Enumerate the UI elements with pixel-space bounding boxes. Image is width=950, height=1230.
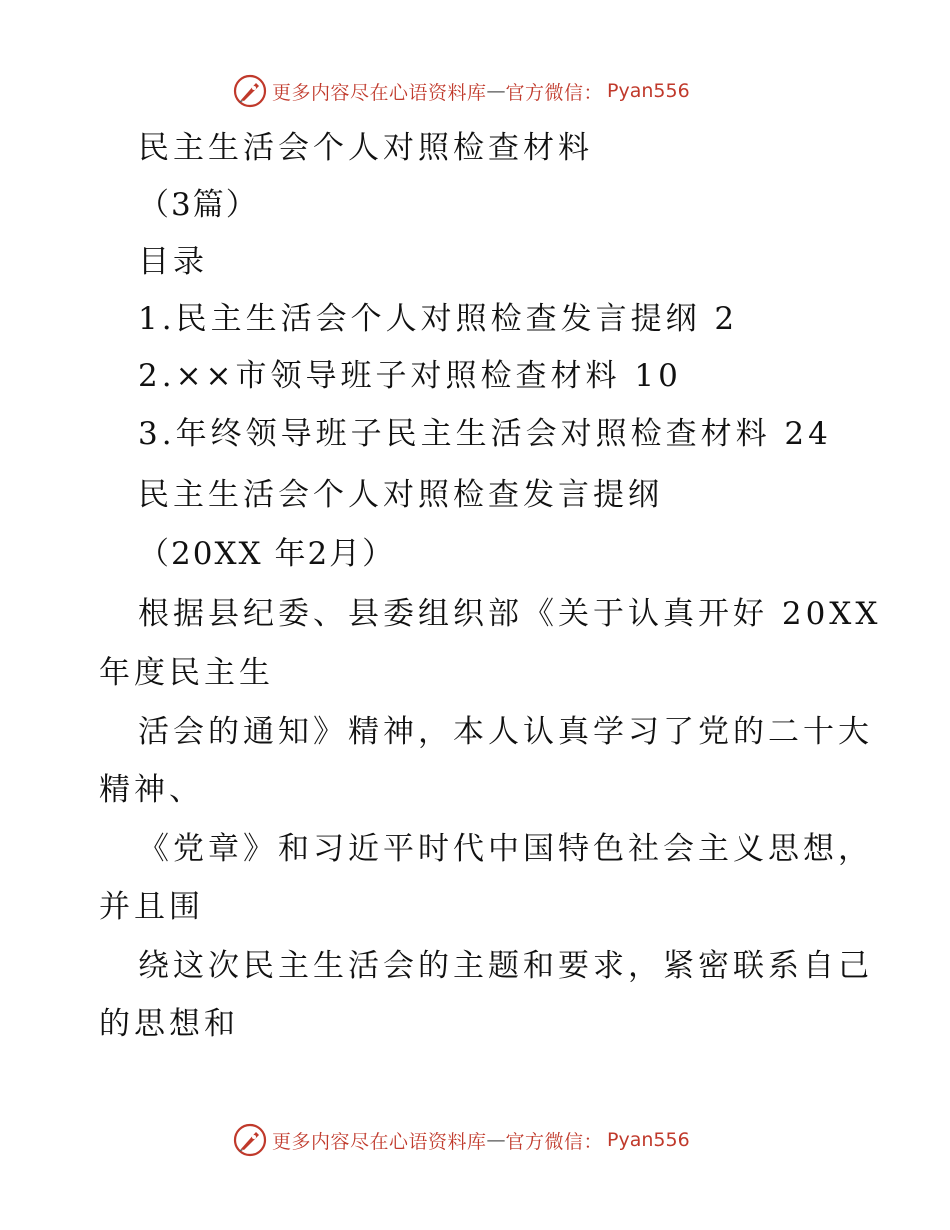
paragraph-line: 的思想和 bbox=[99, 1006, 239, 1042]
banner-separator: — bbox=[486, 80, 506, 102]
section-date: （20XX 年2月） bbox=[138, 536, 396, 572]
document-count: （3篇） bbox=[138, 187, 259, 223]
paragraph-line: 年度民主生 bbox=[99, 655, 274, 691]
paragraph-line: 精神、 bbox=[99, 772, 204, 808]
banner-separator: — bbox=[486, 1129, 506, 1151]
document-title: 民主生活会个人对照检查材料 bbox=[138, 130, 593, 166]
banner-wechat-id: Pyan556 bbox=[607, 1129, 690, 1151]
banner-main-text: 更多内容尽在心语资料库 bbox=[272, 1130, 487, 1153]
header-banner bbox=[232, 71, 690, 111]
toc-item: 1.民主生活会个人对照检查发言提纲 2 bbox=[138, 301, 739, 337]
banner-wechat-label: 官方微信： bbox=[505, 1130, 604, 1153]
banner-wechat-id: Pyan556 bbox=[607, 80, 690, 102]
toc-heading: 目录 bbox=[138, 244, 208, 280]
section-title: 民主生活会个人对照检查发言提纲 bbox=[138, 477, 663, 513]
banner-main-text: 更多内容尽在心语资料库 bbox=[272, 81, 487, 104]
paragraph-line: 并且围 bbox=[99, 889, 204, 925]
banner-wechat-label: 官方微信： bbox=[505, 81, 604, 104]
paragraph-line: 《党章》和习近平时代中国特色社会主义思想， bbox=[138, 831, 873, 867]
quill-pen-logo-icon bbox=[232, 1122, 268, 1158]
paragraph-line: 绕这次民主生活会的主题和要求，紧密联系自己 bbox=[138, 948, 873, 984]
footer-banner bbox=[232, 1120, 690, 1160]
toc-item: 3.年终领导班子民主生活会对照检查材料 24 bbox=[138, 416, 832, 452]
toc-item: 2.××市领导班子对照检查材料 10 bbox=[138, 358, 682, 394]
paragraph-line: 根据县纪委、县委组织部《关于认真开好 20XX bbox=[138, 596, 882, 632]
paragraph-line: 活会的通知》精神，本人认真学习了党的二十大 bbox=[138, 714, 873, 750]
quill-pen-logo-icon bbox=[232, 73, 268, 109]
